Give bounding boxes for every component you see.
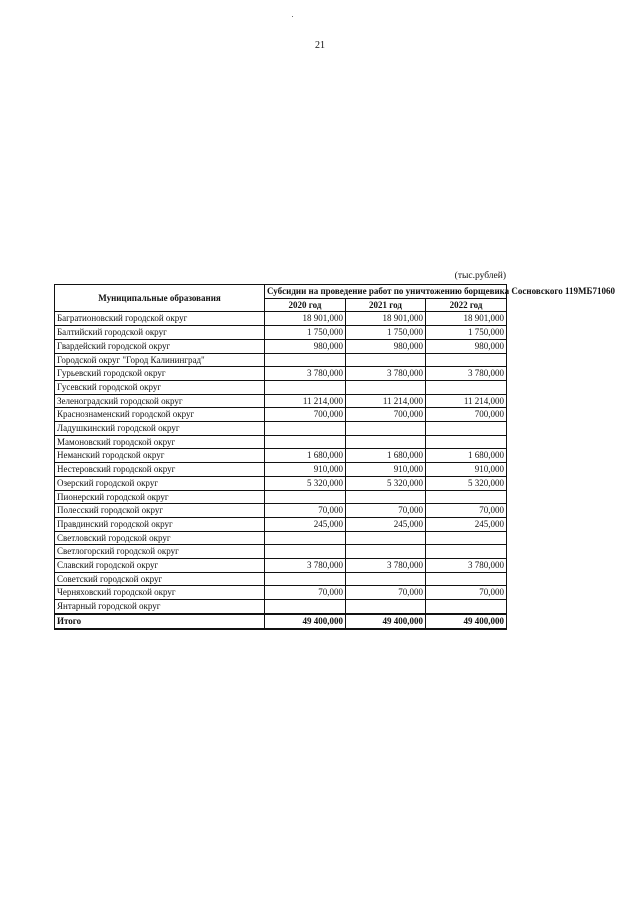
value-2020: 18 901,000: [265, 312, 346, 326]
value-2022: 245,000: [426, 517, 507, 531]
municipality-name: Краснознаменский городской округ: [55, 408, 265, 422]
table-row: [55, 380, 507, 394]
value-2020: 70,000: [265, 586, 346, 600]
table-body: [55, 312, 507, 629]
header-row: [55, 285, 507, 299]
municipality-name: Гвардейский городской округ: [55, 339, 265, 353]
value-2022: 910,000: [426, 463, 507, 477]
value-2020: [265, 600, 346, 614]
value-2020: [265, 380, 346, 394]
value-2022: 11 214,000: [426, 394, 507, 408]
value-2021: 18 901,000: [346, 312, 426, 326]
municipality-name: Зеленоградский городской округ: [55, 394, 265, 408]
value-2021: [346, 600, 426, 614]
value-2022: [426, 490, 507, 504]
municipality-name: Балтийский городской округ: [55, 326, 265, 340]
municipality-name: Пионерский городской округ: [55, 490, 265, 504]
value-2021: 70,000: [346, 504, 426, 518]
value-2022: 980,000: [426, 339, 507, 353]
municipality-name: Светлогорский городской округ: [55, 545, 265, 559]
table-row: [55, 463, 507, 477]
table-row: [55, 422, 507, 436]
table-row: [55, 504, 507, 518]
value-2020: [265, 435, 346, 449]
value-2021: [346, 380, 426, 394]
value-2020: 700,000: [265, 408, 346, 422]
value-2022: [426, 380, 507, 394]
value-2021: 5 320,000: [346, 476, 426, 490]
table-row: [55, 312, 507, 326]
scan-speck: [292, 16, 293, 17]
municipality-name: Светловский городской округ: [55, 531, 265, 545]
municipality-name: Неманский городской округ: [55, 449, 265, 463]
table-row: [55, 408, 507, 422]
value-2020: 1 680,000: [265, 449, 346, 463]
value-2022: 70,000: [426, 504, 507, 518]
value-2021: [346, 531, 426, 545]
value-2022: 700,000: [426, 408, 507, 422]
municipality-name: Городской округ "Город Калининград": [55, 353, 265, 367]
value-2020: 3 780,000: [265, 367, 346, 381]
value-2021: [346, 545, 426, 559]
year-header-2021: 2021 год: [346, 298, 426, 312]
column-header-subsidy: Субсидии на проведение работ по уничтожению борщевика Сосновского 119МБ71060: [265, 285, 507, 299]
municipality-name: Озерский городской округ: [55, 476, 265, 490]
table-row: [55, 490, 507, 504]
value-2021: 1 750,000: [346, 326, 426, 340]
municipality-name: Правдинский городской округ: [55, 517, 265, 531]
value-2020: [265, 353, 346, 367]
total-row: [55, 614, 507, 629]
table-row: [55, 449, 507, 463]
municipality-name: Нестеровский городской округ: [55, 463, 265, 477]
municipality-name: Янтарный городской округ: [55, 600, 265, 614]
municipality-name: Ладушкинский городской округ: [55, 422, 265, 436]
table-row: [55, 394, 507, 408]
value-2022: [426, 545, 507, 559]
value-2021: 70,000: [346, 586, 426, 600]
municipality-name: Советский городской округ: [55, 572, 265, 586]
table-row: [55, 559, 507, 573]
municipality-name: Славский городской округ: [55, 559, 265, 573]
value-2021: 980,000: [346, 339, 426, 353]
municipality-name: Гурьевский городской округ: [55, 367, 265, 381]
value-2020: [265, 531, 346, 545]
table-row: [55, 476, 507, 490]
table-row: [55, 367, 507, 381]
subsidy-table: [54, 284, 615, 630]
year-header-2020: 2020 год: [265, 298, 346, 312]
value-2021: [346, 435, 426, 449]
value-2020: 245,000: [265, 517, 346, 531]
table-row: [55, 531, 507, 545]
page-number: 21: [315, 40, 325, 51]
table-row: [55, 435, 507, 449]
value-2022: 5 320,000: [426, 476, 507, 490]
value-2022: 3 780,000: [426, 367, 507, 381]
value-2020: [265, 545, 346, 559]
value-2021: 3 780,000: [346, 559, 426, 573]
value-2022: [426, 572, 507, 586]
value-2021: [346, 490, 426, 504]
value-2020: 70,000: [265, 504, 346, 518]
value-2021: 245,000: [346, 517, 426, 531]
year-header-2022: 2022 год: [426, 298, 507, 312]
table-row: [55, 545, 507, 559]
value-2020: 11 214,000: [265, 394, 346, 408]
units-label: (тыс.рублей): [454, 271, 506, 281]
value-2022: [426, 422, 507, 436]
value-2021: 11 214,000: [346, 394, 426, 408]
value-2022: 70,000: [426, 586, 507, 600]
value-2022: 3 780,000: [426, 559, 507, 573]
value-2020: [265, 490, 346, 504]
value-2022: [426, 435, 507, 449]
total-2021: 49 400,000: [346, 614, 426, 629]
value-2021: 3 780,000: [346, 367, 426, 381]
value-2021: 700,000: [346, 408, 426, 422]
value-2021: [346, 422, 426, 436]
value-2020: 980,000: [265, 339, 346, 353]
value-2022: [426, 600, 507, 614]
municipality-name: Гусевский городской округ: [55, 380, 265, 394]
value-2020: 1 750,000: [265, 326, 346, 340]
value-2020: [265, 422, 346, 436]
table-row: [55, 600, 507, 614]
value-2021: [346, 353, 426, 367]
value-2020: [265, 572, 346, 586]
value-2020: 5 320,000: [265, 476, 346, 490]
table-row: [55, 517, 507, 531]
table-row: [55, 586, 507, 600]
total-2022: 49 400,000: [426, 614, 507, 629]
municipality-name: Черняховский городской округ: [55, 586, 265, 600]
value-2022: 18 901,000: [426, 312, 507, 326]
municipality-name: Полесский городской округ: [55, 504, 265, 518]
value-2022: [426, 531, 507, 545]
total-2020: 49 400,000: [265, 614, 346, 629]
value-2022: 1 680,000: [426, 449, 507, 463]
municipality-name: Багратионовский городской округ: [55, 312, 265, 326]
municipality-name: Мамоновский городской округ: [55, 435, 265, 449]
table-row: [55, 353, 507, 367]
value-2021: 1 680,000: [346, 449, 426, 463]
value-2021: 910,000: [346, 463, 426, 477]
table-row: [55, 326, 507, 340]
value-2022: [426, 353, 507, 367]
total-label: Итого: [55, 614, 265, 629]
value-2020: 910,000: [265, 463, 346, 477]
table-row: [55, 339, 507, 353]
value-2022: 1 750,000: [426, 326, 507, 340]
column-header-municipality: Муниципальные образования: [55, 285, 265, 312]
value-2021: [346, 572, 426, 586]
table-row: [55, 572, 507, 586]
value-2020: 3 780,000: [265, 559, 346, 573]
